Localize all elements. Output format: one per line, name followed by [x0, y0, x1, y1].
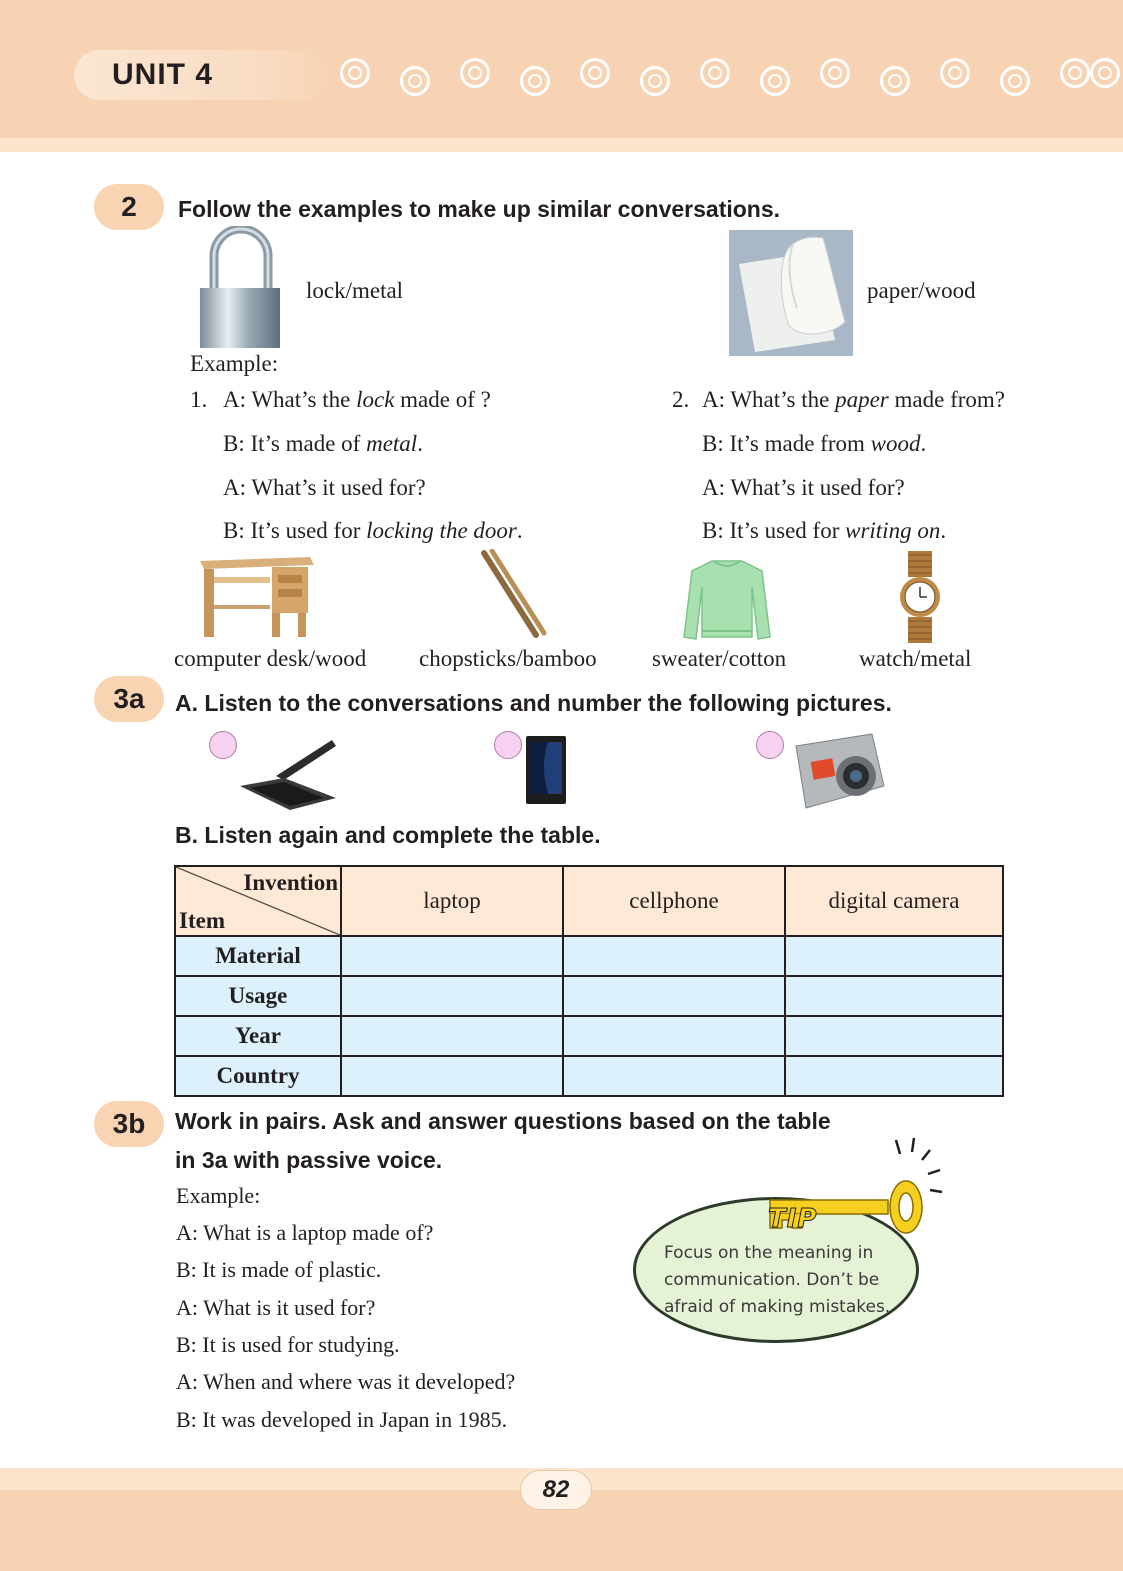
conv2-line4: B: It’s used for writing on.	[702, 518, 947, 543]
conv1-number: 1.	[190, 387, 208, 412]
sweater-image	[682, 557, 772, 647]
conv2-line1: A: What’s the paper made from?	[702, 387, 1005, 412]
table-cell-input[interactable]	[563, 936, 785, 976]
dialogue-line: A: When and where was it developed?	[176, 1369, 516, 1394]
table-cell-input[interactable]	[341, 1056, 563, 1096]
dialogue-line: B: It is used for studying.	[176, 1332, 400, 1357]
section-3b-title-line1: Work in pairs. Ask and answer questions based on the table	[175, 1108, 831, 1134]
tip-label: TIP	[768, 1204, 818, 1234]
dialogue-line: B: It is made of plastic.	[176, 1257, 382, 1282]
chopsticks-image	[478, 549, 550, 639]
example-label-3b: Example:	[176, 1183, 261, 1208]
dialogue-line: A: What is a laptop made of?	[176, 1220, 434, 1245]
example-label: Example:	[190, 351, 279, 376]
conv2-line3: A: What’s it used for?	[702, 475, 905, 500]
dialogue-line: B: It was developed in Japan in 1985.	[176, 1407, 508, 1432]
table-row	[175, 976, 1003, 1016]
dialogue-line: A: What is it used for?	[176, 1295, 376, 1320]
table-cell-input[interactable]	[563, 1056, 785, 1096]
table-row	[175, 1056, 1003, 1096]
table-header-cellphone: cellphone	[563, 866, 785, 936]
watch-image	[898, 551, 942, 643]
conv2-line2: B: It’s made from wood.	[702, 431, 927, 456]
section-2-title: Follow the examples to make up similar conversations.	[178, 196, 781, 222]
table-header-camera: digital camera	[785, 866, 1003, 936]
conv1-line2: B: It’s made of metal.	[223, 431, 423, 456]
laptop-number-circle[interactable]	[209, 731, 237, 759]
table-cell-input[interactable]	[563, 1016, 785, 1056]
row-label-country: Country	[175, 1056, 341, 1096]
item-caption-watch: watch/metal	[859, 646, 972, 671]
table-cell-input[interactable]	[785, 976, 1003, 1016]
item-caption-desk: computer desk/wood	[174, 646, 367, 671]
table-cell-input[interactable]	[785, 936, 1003, 976]
table-corner-cell	[175, 866, 341, 936]
unit-title: UNIT 4	[112, 58, 214, 91]
item-caption-sweater: sweater/cotton	[652, 646, 787, 671]
paper-image	[729, 230, 853, 356]
corner-label-item: Item	[179, 908, 225, 933]
table-cell-input[interactable]	[341, 1016, 563, 1056]
table-cell-input[interactable]	[341, 936, 563, 976]
padlock-image	[196, 226, 286, 350]
cellphone-image	[526, 736, 568, 806]
camera-number-circle[interactable]	[756, 731, 784, 759]
row-label-year: Year	[175, 1016, 341, 1056]
paper-caption: paper/wood	[867, 278, 976, 303]
lock-caption: lock/metal	[306, 278, 404, 303]
tip-line: afraid of making mistakes.	[664, 1297, 891, 1317]
digital-camera-image	[792, 730, 888, 812]
section-3a-title-b: B. Listen again and complete the table.	[175, 822, 601, 848]
table-cell-input[interactable]	[785, 1016, 1003, 1056]
row-label-usage: Usage	[175, 976, 341, 1016]
table-header-laptop: laptop	[341, 866, 563, 936]
conv2-number: 2.	[672, 387, 690, 412]
table-row	[175, 1016, 1003, 1056]
computer-desk-image	[198, 553, 316, 639]
section-2-badge: 2	[94, 184, 164, 230]
corner-label-invention: Invention	[243, 870, 338, 895]
tip-line: communication. Don’t be	[664, 1270, 880, 1290]
section-3b-badge: 3b	[94, 1101, 164, 1147]
row-label-material: Material	[175, 936, 341, 976]
table-cell-input[interactable]	[563, 976, 785, 1016]
cellphone-number-circle[interactable]	[494, 731, 522, 759]
laptop-image	[236, 736, 338, 812]
table-cell-input[interactable]	[341, 976, 563, 1016]
item-caption-chopsticks: chopsticks/bamboo	[419, 646, 597, 671]
conv1-line4: B: It’s used for locking the door.	[223, 518, 523, 543]
page-number: 82	[542, 1476, 570, 1503]
table-row	[175, 936, 1003, 976]
section-3a-title-a: A. Listen to the conversations and number the following pictures.	[175, 690, 892, 716]
section-3b-title-line2: in 3a with passive voice.	[175, 1147, 443, 1173]
table-cell-input[interactable]	[785, 1056, 1003, 1096]
invention-table	[174, 865, 1004, 1097]
section-3a-badge: 3a	[94, 676, 164, 722]
header-strip	[0, 138, 1123, 152]
conv1-line1: A: What’s the lock made of ?	[223, 387, 491, 412]
tip-line: Focus on the meaning in	[664, 1243, 874, 1263]
conv1-line3: A: What’s it used for?	[223, 475, 426, 500]
